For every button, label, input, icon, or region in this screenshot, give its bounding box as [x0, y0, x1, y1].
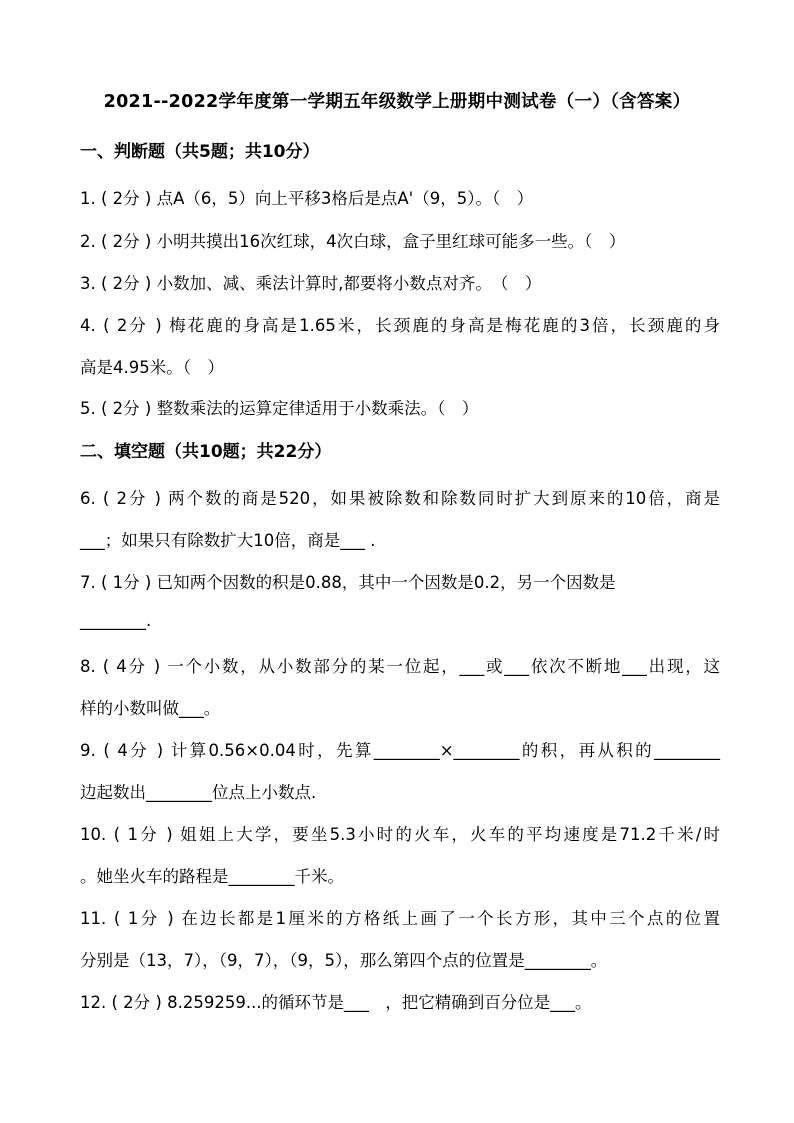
question-line: 9. ( 4分 ) 计算0.56×0.04时，先算________×________的积，再从积的________ — [80, 741, 720, 760]
question-line: 12. ( 2分 ) 8.259259...的循环节是___ ，把它精确到百分位是___。 — [80, 993, 592, 1012]
question-line: 。她坐火车的路程是________千米。 — [80, 867, 344, 886]
question-line: 2. ( 2分 ) 小明共摸出16次红球，4次白球，盒子里红球可能多一些。（ ） — [80, 232, 626, 251]
question-line: 11. ( 1分 ) 在边长都是1厘米的方格纸上画了一个长方形，其中三个点的位置 — [80, 909, 720, 928]
question-line: 4. ( 2分 ) 梅花鹿的身高是1.65米，长颈鹿的身高是梅花鹿的3倍，长颈鹿的身 — [80, 316, 720, 335]
question-line: 5. ( 2分 ) 整数乘法的运算定律适用于小数乘法。（ ） — [80, 399, 479, 418]
section-heading-fill-blank: 二、填空题（共10题；共22分） — [80, 442, 332, 462]
section-heading-judgment: 一、判断题（共5题；共10分） — [80, 142, 320, 162]
question-line: 6. ( 2分 ) 两个数的商是520，如果被除数和除数同时扩大到原来的10倍，商是 — [80, 489, 720, 508]
question-line: 7. ( 1分 ) 已知两个因数的积是0.88，其中一个因数是0.2，另一个因数是 — [80, 573, 616, 592]
question-line: 高是4.95米。（ ） — [80, 358, 224, 377]
page-title: 2021--2022学年度第一学期五年级数学上册期中测试卷（一）（含答案） — [103, 92, 691, 112]
question-line: 边起数出________位点上小数点. — [80, 783, 317, 802]
question-line: 1. ( 2分 ) 点A（6，5）向上平移3格后是点A'（9，5）。（ ） — [80, 189, 534, 208]
question-line: 3. ( 2分 ) 小数加、减、乘法计算时,都要将小数点对齐。 （ ） — [80, 274, 542, 293]
question-line: 样的小数叫做___。 — [80, 699, 221, 718]
question-line: 8. ( 4分 ) 一个小数，从小数部分的某一位起，___或___依次不断地___出现，这 — [80, 657, 720, 676]
question-line: 10. ( 1分 ) 姐姐上大学，要坐5.3小时的火车，火车的平均速度是71.2千米/时 — [80, 825, 720, 844]
question-line: ________. — [80, 611, 152, 630]
question-line: 分别是（13，7），（9，7），（9，5），那么第四个点的位置是________。 — [80, 951, 608, 970]
question-line: ___；如果只有除数扩大10倍，商是___ . — [80, 531, 376, 550]
